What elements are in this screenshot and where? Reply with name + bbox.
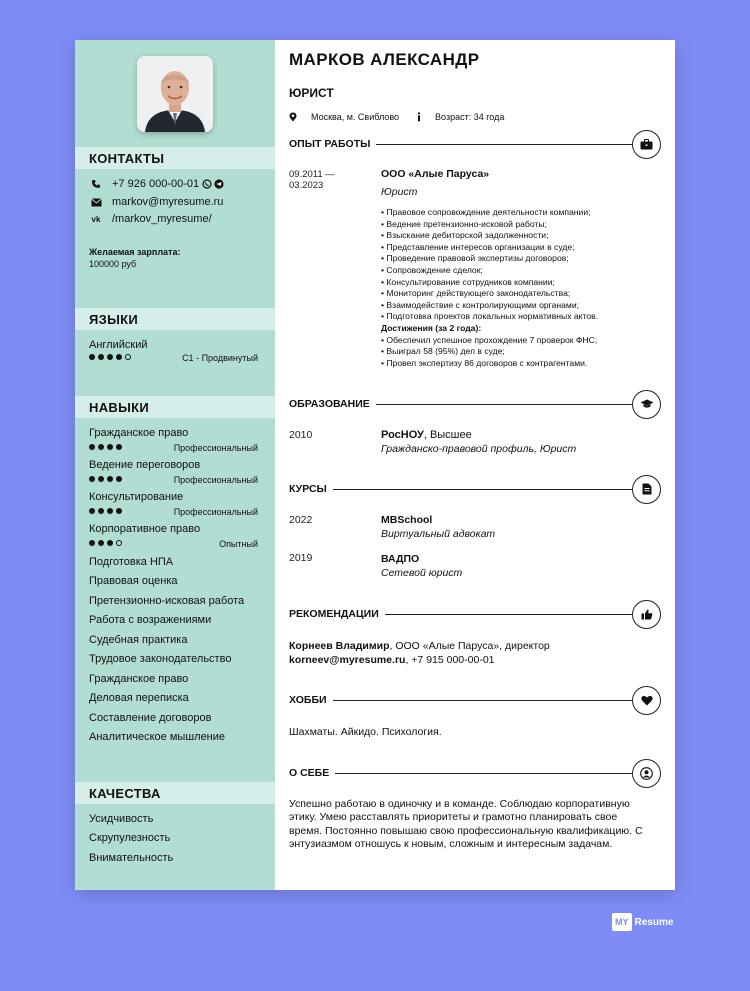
recommender-contact-line bbox=[289, 654, 495, 666]
duty-item: • Консультирование сотрудников компании; bbox=[381, 276, 555, 287]
skill-level: Профессиональный bbox=[173, 443, 258, 453]
hobby-text: Шахматы. Айкидо. Психология. bbox=[289, 726, 442, 738]
vk-row bbox=[89, 213, 212, 225]
full-name: МАРКОВ АЛЕКСАНДР bbox=[289, 50, 480, 69]
skill-item: Судебная практика bbox=[89, 634, 188, 646]
mail-icon bbox=[89, 198, 103, 207]
email-row bbox=[89, 196, 223, 208]
language-level: C1 - Продвинутый bbox=[182, 353, 258, 363]
duty-item: • Сопровождение сделок; bbox=[381, 264, 483, 275]
about-line: энтузиазмом отношусь к новым, сложным и интересным задачам. bbox=[289, 837, 613, 850]
experience-header bbox=[289, 129, 661, 159]
courses-header bbox=[289, 474, 661, 504]
info-icon bbox=[417, 112, 421, 122]
skill-name: Гражданское право bbox=[89, 427, 189, 439]
experience-date-end: 03.2023 bbox=[289, 180, 324, 191]
skill-item: Подготовка НПА bbox=[89, 556, 174, 568]
phone-icon bbox=[89, 179, 103, 189]
qualities-heading: КАЧЕСТВА bbox=[89, 786, 161, 801]
education-degree: , Высшее bbox=[423, 429, 472, 441]
recommendations-header bbox=[289, 599, 661, 629]
skill-item: Аналитическое мышление bbox=[89, 731, 226, 743]
graduation-cap-icon bbox=[632, 390, 661, 419]
duty-item: • Подготовка проектов локальных нормативных актов. bbox=[381, 311, 599, 322]
languages-heading: ЯЗЫКИ bbox=[89, 312, 138, 327]
brand-logo[interactable] bbox=[612, 913, 673, 931]
recommender-name: Корнеев Владимир bbox=[289, 640, 390, 652]
thumbs-up-icon bbox=[632, 600, 661, 629]
course-year: 2022 bbox=[289, 514, 313, 526]
hobby-heading: ХОББИ bbox=[289, 694, 327, 706]
duty-item: • Мониторинг действующего законодательства; bbox=[381, 288, 571, 299]
recommendations-heading: РЕКОМЕНДАЦИИ bbox=[289, 608, 379, 620]
salary-value: 100000 руб bbox=[89, 259, 137, 269]
skill-rating bbox=[89, 476, 122, 482]
brand-badge: MY bbox=[612, 913, 632, 931]
experience-date-start: 09.2011 — bbox=[289, 169, 335, 180]
whatsapp-icon[interactable] bbox=[202, 179, 212, 189]
duty-item: • Представление интересов организации в суде; bbox=[381, 241, 575, 252]
duty-item: • Взыскание дебиторской задолженности; bbox=[381, 230, 549, 241]
briefcase-icon bbox=[632, 130, 661, 159]
vk-text[interactable]: /markov_myresume/ bbox=[112, 213, 212, 225]
brand-name: Resume bbox=[634, 916, 674, 928]
skill-name: Консультирование bbox=[89, 491, 184, 503]
phone-text[interactable]: +7 926 000-00-01 bbox=[112, 178, 200, 190]
divider bbox=[333, 489, 632, 490]
achievement-item: • Провел экспертизу 86 договоров с контрагентами. bbox=[381, 357, 588, 368]
about-header bbox=[289, 758, 661, 788]
skill-item: Работа с возражениями bbox=[89, 614, 212, 626]
skill-level: Профессиональный bbox=[173, 475, 258, 485]
rating-dot bbox=[89, 354, 95, 360]
skill-level: Опытный bbox=[219, 539, 258, 549]
education-school: РосНОУ bbox=[381, 429, 424, 441]
email-text[interactable]: markov@myresume.ru bbox=[112, 196, 224, 208]
skill-item: Гражданское право bbox=[89, 673, 189, 685]
education-heading: ОБРАЗОВАНИЕ bbox=[289, 398, 370, 410]
skill-item: Правовая оценка bbox=[89, 575, 178, 587]
course-name: Сетевой юрист bbox=[381, 567, 463, 579]
salary-label: Желаемая зарплата: bbox=[89, 247, 181, 257]
experience-heading: ОПЫТ РАБОТЫ bbox=[289, 138, 371, 150]
achievement-item: • Обеспечил успешное прохождение 7 проверок ФНС; bbox=[381, 334, 598, 345]
duty-item: • Правовое сопровождение деятельности компании; bbox=[381, 207, 591, 217]
user-icon bbox=[632, 759, 661, 788]
contacts-heading: КОНТАКТЫ bbox=[89, 151, 165, 166]
skill-name: Ведение переговоров bbox=[89, 459, 201, 471]
recommender-email[interactable]: korneev@myresume.ru bbox=[289, 654, 406, 666]
education-year: 2010 bbox=[289, 429, 313, 441]
experience-position: Юрист bbox=[381, 186, 418, 198]
education-field: Гражданско-правовой профиль, Юрист bbox=[381, 443, 577, 455]
language-name: Английский bbox=[89, 339, 148, 351]
document-icon bbox=[632, 475, 661, 504]
skill-level: Профессиональный bbox=[173, 507, 258, 517]
education-header bbox=[289, 389, 661, 419]
sidebar bbox=[75, 40, 275, 890]
heart-icon bbox=[632, 686, 661, 715]
experience-duties bbox=[381, 207, 598, 369]
skill-item: Составление договоров bbox=[89, 712, 212, 724]
recommender-phone: , +7 915 000-00-01 bbox=[405, 654, 495, 666]
about-line: этику. Умею расставлять приоритеты и грамотно планировать свое bbox=[289, 811, 618, 824]
personal-meta bbox=[289, 112, 504, 122]
resume-sheet bbox=[75, 40, 675, 890]
about-heading: О СЕБЕ bbox=[289, 767, 330, 779]
quality-item: Внимательность bbox=[89, 852, 174, 864]
divider bbox=[376, 144, 632, 145]
about-line: Успешно работаю в одиночку и в команде. Соблюдаю корпоративную bbox=[289, 798, 630, 810]
divider bbox=[376, 404, 632, 405]
vk-icon: vk bbox=[91, 214, 101, 224]
achievement-item: • Выиграл 58 (95%) дел в суде; bbox=[381, 346, 505, 357]
about-text bbox=[289, 798, 643, 851]
skill-item: Трудовое законодательство bbox=[89, 653, 232, 665]
experience-company: ООО «Алые Паруса» bbox=[381, 168, 490, 180]
age-text: Возраст: 34 года bbox=[435, 112, 505, 122]
course-org: ВАДПО bbox=[381, 553, 420, 565]
location-pin-icon bbox=[289, 112, 297, 122]
duty-item: • Ведение претензионно-исковой работы; bbox=[381, 218, 547, 229]
telegram-icon[interactable] bbox=[214, 179, 224, 189]
skill-rating bbox=[89, 540, 122, 546]
skill-name: Корпоративное право bbox=[89, 523, 201, 535]
skill-rating bbox=[89, 444, 122, 450]
skill-rating bbox=[89, 508, 122, 514]
rating-dot bbox=[107, 354, 113, 360]
profile-photo bbox=[137, 56, 213, 132]
course-name: Виртуальный адвокат bbox=[381, 528, 496, 540]
location-text: Москва, м. Свиблово bbox=[311, 112, 400, 122]
achievements-heading: Достижения (за 2 года): bbox=[381, 322, 482, 333]
skill-item: Претензионно-исковая работа bbox=[89, 595, 245, 607]
rating-dot bbox=[116, 354, 122, 360]
about-line: время. Постоянно повышаю свою профессиональную квалификацию. С bbox=[289, 824, 643, 837]
skill-item: Деловая переписка bbox=[89, 692, 189, 704]
job-title: ЮРИСТ bbox=[289, 86, 334, 100]
courses-heading: КУРСЫ bbox=[289, 483, 327, 495]
divider bbox=[333, 700, 632, 701]
language-rating bbox=[89, 354, 131, 360]
divider bbox=[385, 614, 632, 615]
rating-dot bbox=[98, 354, 104, 360]
recommender-info: , ООО «Алые Паруса», директор bbox=[389, 640, 550, 652]
recommender-line bbox=[289, 640, 550, 652]
course-year: 2019 bbox=[289, 552, 313, 564]
education-school-line bbox=[381, 429, 472, 441]
duty-item: • Взаимодействие с контролирующими органами; bbox=[381, 299, 580, 310]
course-org: MBSchool bbox=[381, 514, 433, 526]
quality-item: Скрупулезность bbox=[89, 832, 171, 844]
skills-heading: НАВЫКИ bbox=[89, 400, 149, 415]
duty-item: • Проведение правовой экспертизы договоров; bbox=[381, 253, 569, 264]
rating-dot-empty bbox=[125, 354, 131, 360]
phone-row bbox=[89, 178, 224, 190]
divider bbox=[335, 773, 632, 774]
quality-item: Усидчивость bbox=[89, 813, 154, 825]
hobby-header bbox=[289, 685, 661, 715]
